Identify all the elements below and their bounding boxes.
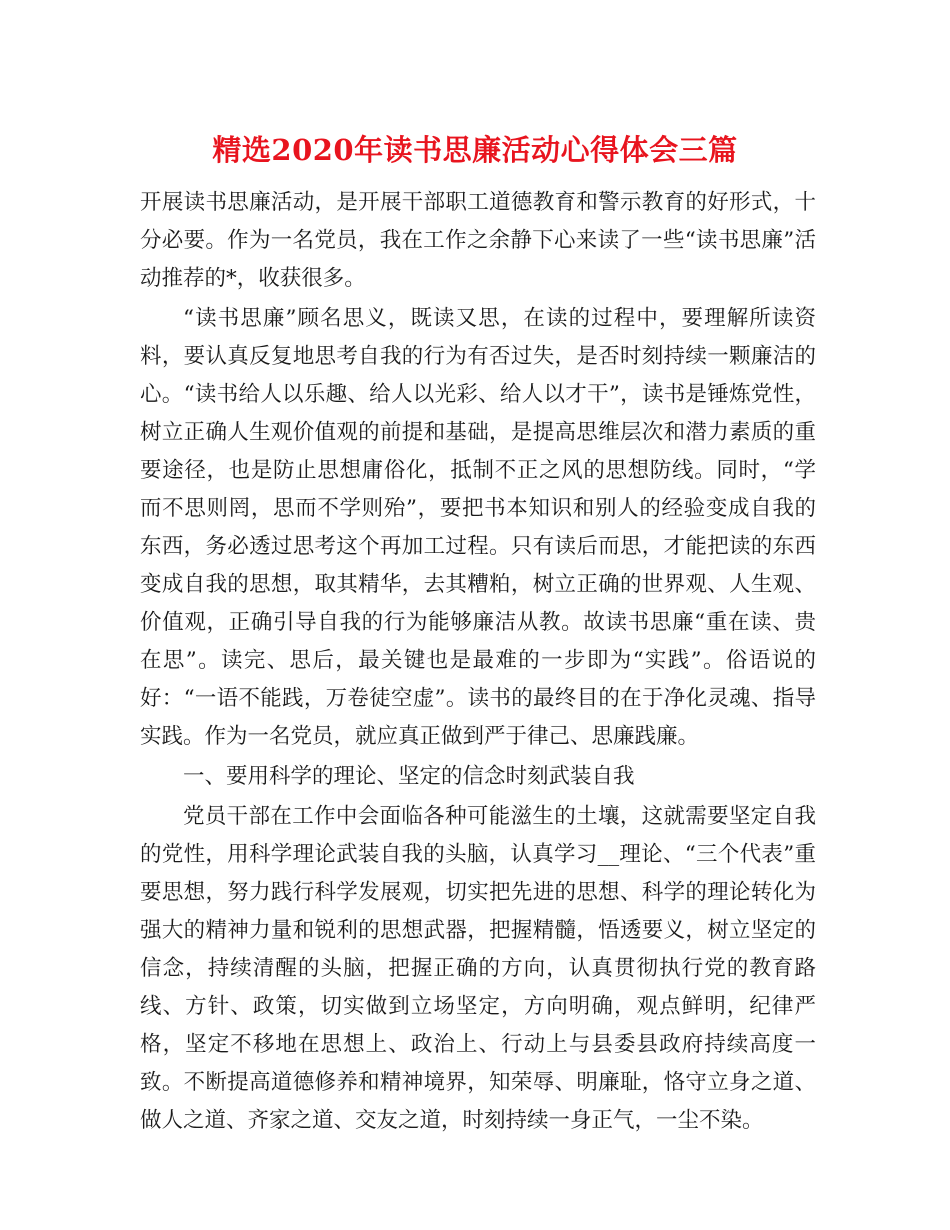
paragraph-reading-reflection: “读书思廉”顾名思义，既读又思，在读的过程中，要理解所读资料，要认真反复地思考自我的行为有否过失，是否时刻持续一颗廉洁的心。“读书给人以乐趣、给人以光彩、给人以才干”，读书是锤炼党性，树立正确人生观价值观的前提和基础，是提高思维层次和潜力素质的重要途径，也是防止思想庸俗化，抵制不正之风的思想防线。同时，“学而不思则罔，思而不学则殆”，要把书本知识和别人的经验变成自我的东西，务必透过思考这个再加工过程。只有读后而思，才能把读的东西变成自我的思想，取其精华，去其糟粕，树立正确的世界观、人生观、价值观，正确引导自我的行为能够廉洁从教。故读书思廉“重在读、贵在思”。读完、思后，最关键也是最难的一步即为“实践”。俗语说的好：“一语不能践，万卷徒空虚”。读书的最终目的在于净化灵魂、指导实践。作为一名党员，就应真正做到严于律己、思廉践廉。 [140,306,816,749]
section-heading-1: 一、要用科学的理论、坚定的信念时刻武装自我 [183,764,635,789]
paragraph-section-1: 党员干部在工作中会面临各种可能滋生的土壤，这就需要坚定自我的党性，用科学理论武装自我的头脑，认真学习__理论、“三个代表”重要思想，努力践行科学发展观，切实把先进的思想、科学的理论转化为强大的精神力量和锐利的思想武器，把握精髓，悟透要义，树立坚定的信念，持续清醒的头脑，把握正确的方向，认真贯彻执行党的教育路线、方针、政策，切实做到立场坚定，方向明确，观点鲜明，纪律严格，坚定不移地在思想上、政治上、行动上与县委县政府持续高度一致。不断提高道德修养和精神境界，知荣辱、明廉耻，恪守立身之道、做人之道、齐家之道、交友之道，时刻持续一身正气，一尘不染。 [140,804,816,1133]
paragraph-intro: 开展读书思廉活动，是开展干部职工道德教育和警示教育的好形式，十分必要。作为一名党员，我在工作之余静下心来读了一些“读书思廉”活动推荐的*，收获很多。 [140,190,816,291]
document-body [140,184,816,1142]
document-title: 精选2020年读书思廉活动心得体会三篇 [212,133,738,167]
